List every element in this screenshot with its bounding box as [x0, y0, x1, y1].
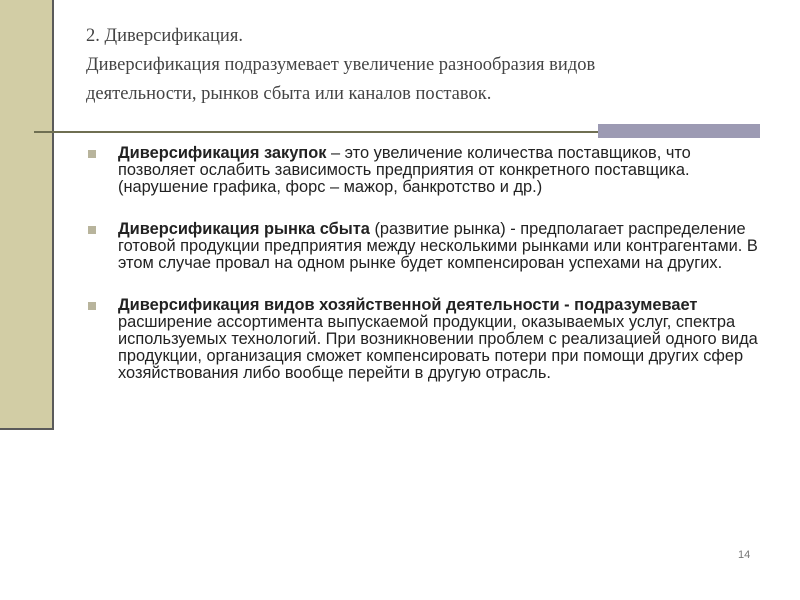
square-bullet-icon [88, 226, 96, 234]
side-accent-bar [0, 0, 54, 430]
title-line: Диверсификация подразумевает увеличение разнообразия видов [86, 55, 596, 75]
page-number: 14 [738, 549, 751, 561]
bullet-item [86, 145, 766, 196]
divider-accent-block [598, 124, 760, 138]
title-divider [34, 131, 598, 133]
bullet-label: Диверсификация рынка сбыта [118, 220, 370, 238]
bullet-label: Диверсификация закупок [118, 144, 327, 162]
bullet-list [86, 145, 766, 407]
bullet-item [86, 297, 766, 382]
slide-title [86, 22, 776, 109]
bullet-text: (развитие рынка) - предполагает распределение готовой продукции предприятия между несколькими рынками или контрагентами. В этом случае провал на одном рынке будет компенсирован успехами на других. [118, 220, 758, 272]
bullet-text: расширение ассортимента выпускаемой продукции, оказываемых услуг, спектра используемых технологий. При возникновении проблем с реализацией одного вида продукции, организация сможет компенсировать потери при помощи других сфер хозяйствования либо вообще перейти в другую отрасль. [118, 313, 758, 382]
title-line: деятельности, рынков сбыта или каналов поставок. [86, 84, 492, 104]
title-line: 2. Диверсификация. [86, 26, 243, 46]
square-bullet-icon [88, 302, 96, 310]
square-bullet-icon [88, 150, 96, 158]
bullet-item [86, 221, 766, 272]
bullet-label: Диверсификация видов хозяйственной деятельности - подразумевает [118, 296, 698, 314]
bullet-text: – это увеличение количества поставщиков, что позволяет ослабить зависимость предприятия от конкретного поставщика. (нарушение графика, форс – мажор, банкротство и др.) [118, 144, 691, 196]
